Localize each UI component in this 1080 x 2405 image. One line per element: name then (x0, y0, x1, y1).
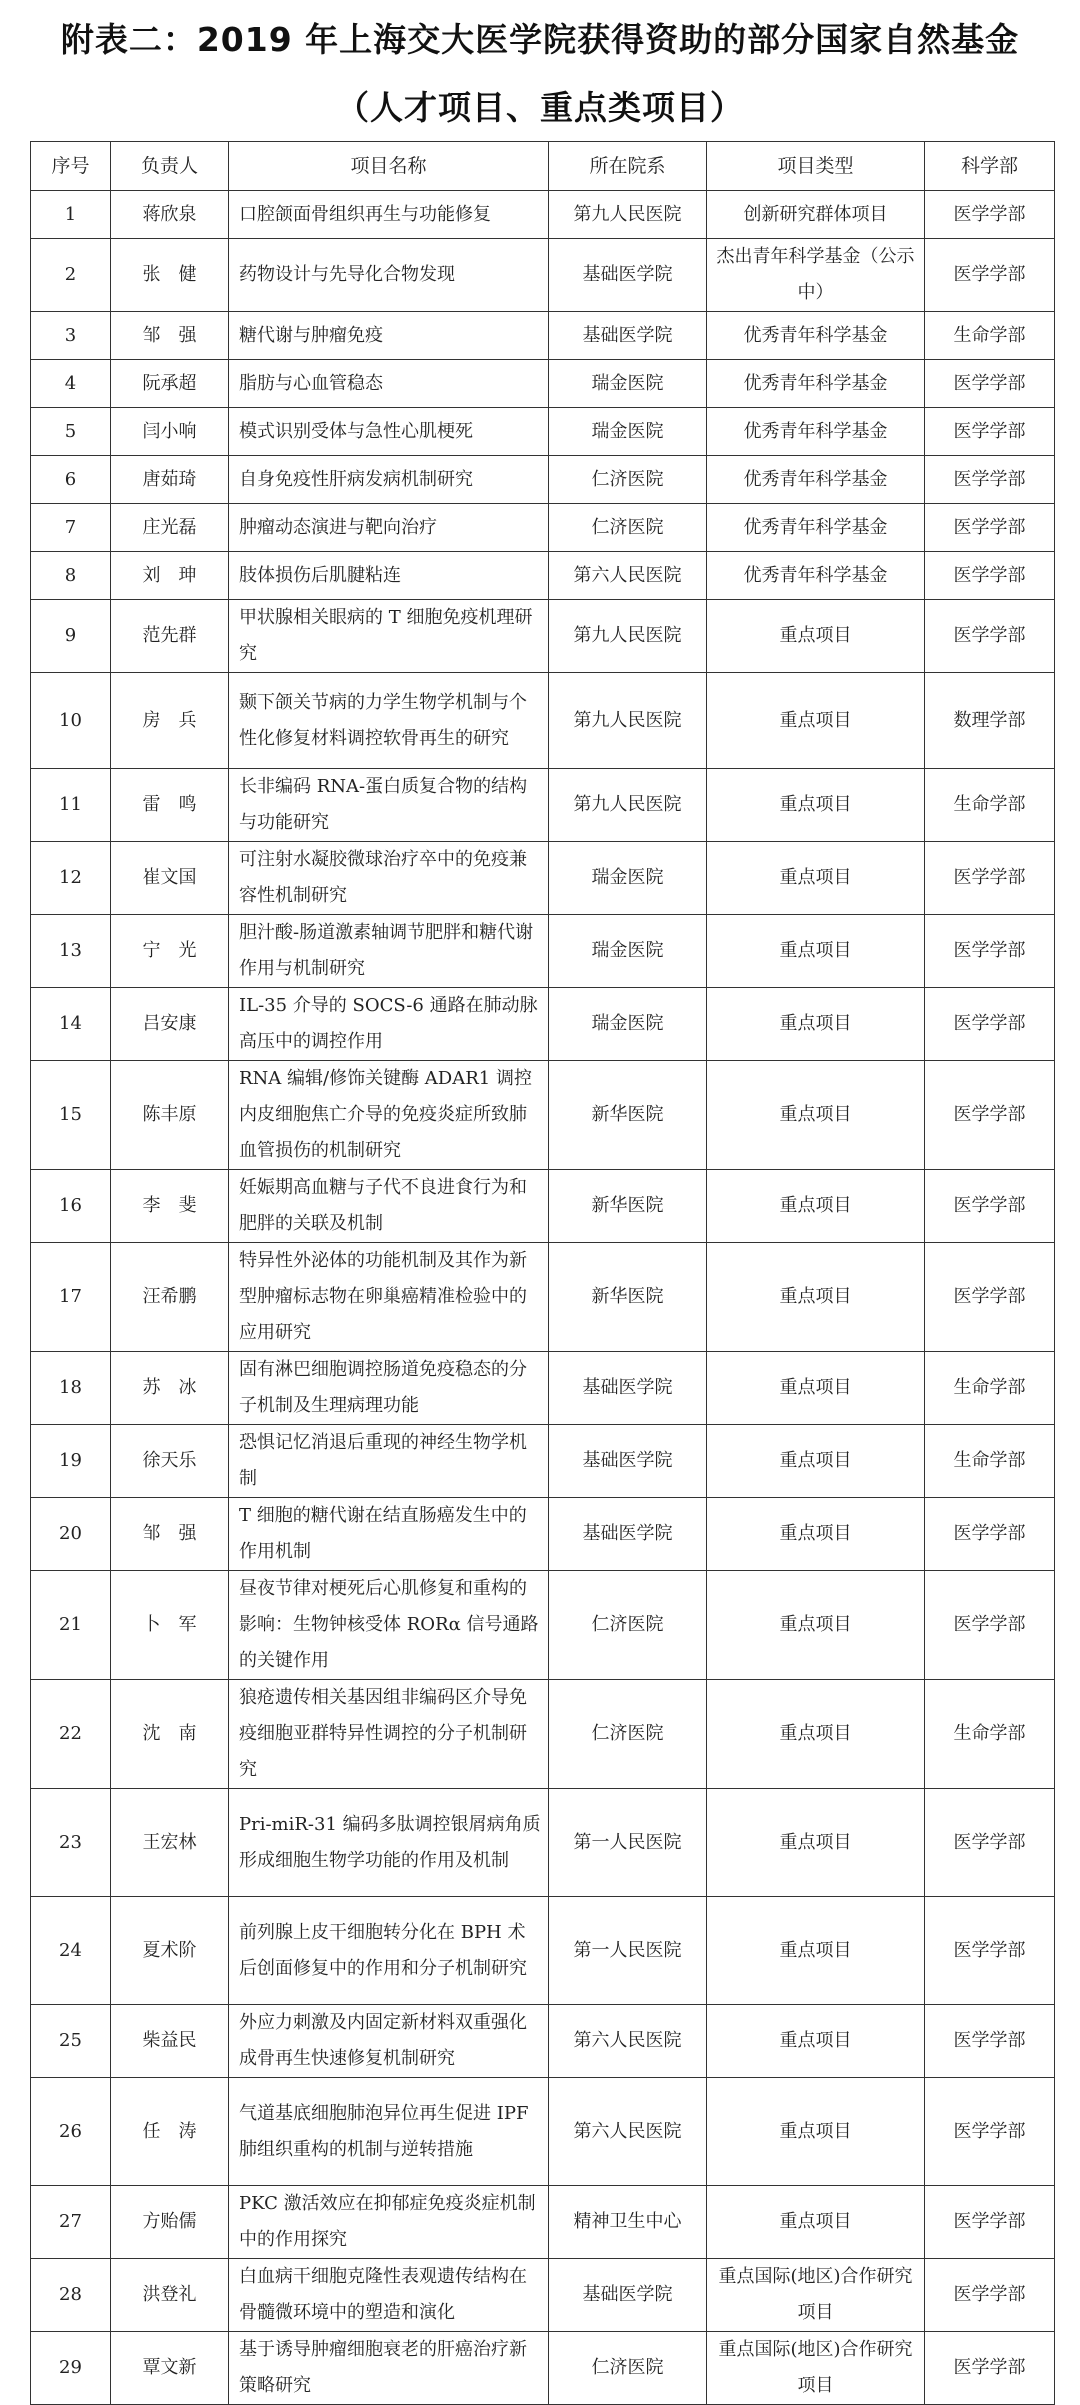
cell-division: 生命学部 (925, 312, 1055, 360)
header-leader: 负责人 (111, 142, 229, 191)
cell-division: 医学学部 (925, 2005, 1055, 2078)
cell-division: 医学学部 (925, 2186, 1055, 2259)
cell-project: 妊娠期高血糖与子代不良进食行为和肥胖的关联及机制 (229, 1170, 549, 1243)
cell-leader: 李 斐 (111, 1170, 229, 1243)
table-row (31, 2259, 1055, 2332)
cell-division: 医学学部 (925, 552, 1055, 600)
cell-project: 恐惧记忆消退后重现的神经生物学机制 (229, 1425, 549, 1498)
cell-leader: 雷 鸣 (111, 769, 229, 842)
table-row (31, 408, 1055, 456)
cell-project-type: 重点国际(地区)合作研究项目 (707, 2332, 925, 2405)
cell-project-type: 重点项目 (707, 1243, 925, 1352)
table-row (31, 673, 1055, 769)
cell-project: 狼疮遗传相关基因组非编码区介导免疫细胞亚群特异性调控的分子机制研究 (229, 1680, 549, 1789)
cell-leader: 蒋欣泉 (111, 191, 229, 239)
cell-project-type: 优秀青年科学基金 (707, 456, 925, 504)
cell-project: 白血病干细胞克隆性表观遗传结构在骨髓微环境中的塑造和演化 (229, 2259, 549, 2332)
cell-project: 自身免疫性肝病发病机制研究 (229, 456, 549, 504)
cell-project: 前列腺上皮干细胞转分化在 BPH 术后创面修复中的作用和分子机制研究 (229, 1897, 549, 2005)
cell-project: 模式识别受体与急性心肌梗死 (229, 408, 549, 456)
header-no: 序号 (31, 142, 111, 191)
cell-project: 口腔颌面骨组织再生与功能修复 (229, 191, 549, 239)
cell-department: 基础医学院 (549, 239, 707, 312)
cell-leader: 闫小响 (111, 408, 229, 456)
cell-division: 生命学部 (925, 769, 1055, 842)
table-row (31, 769, 1055, 842)
cell-no: 11 (31, 769, 111, 842)
cell-division: 生命学部 (925, 1680, 1055, 1789)
cell-project-type: 重点项目 (707, 1061, 925, 1170)
cell-department: 基础医学院 (549, 1498, 707, 1571)
table-row (31, 2186, 1055, 2259)
cell-leader: 汪希鹏 (111, 1243, 229, 1352)
cell-department: 第九人民医院 (549, 191, 707, 239)
cell-division: 医学学部 (925, 408, 1055, 456)
cell-leader: 庄光磊 (111, 504, 229, 552)
cell-no: 3 (31, 312, 111, 360)
cell-department: 第六人民医院 (549, 552, 707, 600)
cell-department: 新华医院 (549, 1243, 707, 1352)
cell-department: 新华医院 (549, 1061, 707, 1170)
cell-division: 医学学部 (925, 2332, 1055, 2405)
cell-department: 第九人民医院 (549, 600, 707, 673)
cell-project: 糖代谢与肿瘤免疫 (229, 312, 549, 360)
cell-leader: 唐茹琦 (111, 456, 229, 504)
cell-leader: 任 涛 (111, 2078, 229, 2186)
cell-project-type: 优秀青年科学基金 (707, 408, 925, 456)
cell-division: 医学学部 (925, 1061, 1055, 1170)
cell-division: 医学学部 (925, 239, 1055, 312)
cell-project-type: 重点项目 (707, 1680, 925, 1789)
cell-division: 医学学部 (925, 504, 1055, 552)
cell-no: 10 (31, 673, 111, 769)
table-row (31, 1352, 1055, 1425)
cell-no: 1 (31, 191, 111, 239)
cell-leader: 方贻儒 (111, 2186, 229, 2259)
cell-project-type: 优秀青年科学基金 (707, 552, 925, 600)
cell-department: 瑞金医院 (549, 988, 707, 1061)
cell-department: 瑞金医院 (549, 915, 707, 988)
cell-division: 医学学部 (925, 2078, 1055, 2186)
cell-department: 新华医院 (549, 1170, 707, 1243)
cell-project-type: 重点项目 (707, 673, 925, 769)
cell-project: 肿瘤动态演进与靶向治疗 (229, 504, 549, 552)
cell-leader: 覃文新 (111, 2332, 229, 2405)
document-title: 附表二：2019 年上海交大医学院获得资助的部分国家自然基金 (60, 20, 1020, 59)
cell-project: 气道基底细胞肺泡异位再生促进 IPF 肺组织重构的机制与逆转措施 (229, 2078, 549, 2186)
cell-division: 医学学部 (925, 1571, 1055, 1680)
cell-project-type: 优秀青年科学基金 (707, 312, 925, 360)
cell-division: 医学学部 (925, 1498, 1055, 1571)
cell-no: 13 (31, 915, 111, 988)
cell-project-type: 重点项目 (707, 1170, 925, 1243)
cell-no: 27 (31, 2186, 111, 2259)
cell-leader: 夏术阶 (111, 1897, 229, 2005)
cell-leader: 张 健 (111, 239, 229, 312)
cell-project: T 细胞的糖代谢在结直肠癌发生中的作用机制 (229, 1498, 549, 1571)
cell-no: 28 (31, 2259, 111, 2332)
cell-department: 瑞金医院 (549, 408, 707, 456)
cell-department: 第六人民医院 (549, 2005, 707, 2078)
cell-division: 生命学部 (925, 1425, 1055, 1498)
cell-project-type: 重点项目 (707, 600, 925, 673)
cell-project: 脂肪与心血管稳态 (229, 360, 549, 408)
table-row (31, 915, 1055, 988)
cell-division: 医学学部 (925, 2259, 1055, 2332)
table-row (31, 988, 1055, 1061)
cell-division: 医学学部 (925, 1897, 1055, 2005)
document-subtitle: （人才项目、重点类项目） (336, 88, 744, 127)
cell-project-type: 重点项目 (707, 2186, 925, 2259)
cell-no: 5 (31, 408, 111, 456)
table-row (31, 1789, 1055, 1897)
cell-department: 第九人民医院 (549, 673, 707, 769)
cell-project: PKC 激活效应在抑郁症免疫炎症机制中的作用探究 (229, 2186, 549, 2259)
cell-department: 第一人民医院 (549, 1789, 707, 1897)
cell-leader: 柴益民 (111, 2005, 229, 2078)
cell-department: 第一人民医院 (549, 1897, 707, 2005)
cell-leader: 苏 冰 (111, 1352, 229, 1425)
cell-division: 医学学部 (925, 600, 1055, 673)
cell-project-type: 重点项目 (707, 2078, 925, 2186)
cell-no: 19 (31, 1425, 111, 1498)
header-project: 项目名称 (229, 142, 549, 191)
table-row (31, 1498, 1055, 1571)
table-row (31, 239, 1055, 312)
table-header-row (31, 142, 1055, 191)
cell-no: 25 (31, 2005, 111, 2078)
cell-project-type: 重点项目 (707, 1571, 925, 1680)
cell-leader: 崔文国 (111, 842, 229, 915)
cell-leader: 阮承超 (111, 360, 229, 408)
cell-no: 8 (31, 552, 111, 600)
cell-project-type: 重点项目 (707, 1789, 925, 1897)
cell-no: 16 (31, 1170, 111, 1243)
cell-no: 12 (31, 842, 111, 915)
cell-department: 仁济医院 (549, 504, 707, 552)
cell-division: 生命学部 (925, 1352, 1055, 1425)
cell-project-type: 重点项目 (707, 988, 925, 1061)
cell-project: 可注射水凝胶微球治疗卒中的免疫兼容性机制研究 (229, 842, 549, 915)
table-row (31, 1680, 1055, 1789)
cell-leader: 邹 强 (111, 312, 229, 360)
cell-project: Pri-miR-31 编码多肽调控银屑病角质形成细胞生物学功能的作用及机制 (229, 1789, 549, 1897)
table-row (31, 456, 1055, 504)
table-row (31, 1571, 1055, 1680)
cell-no: 20 (31, 1498, 111, 1571)
cell-project: 肢体损伤后肌腱粘连 (229, 552, 549, 600)
cell-department: 基础医学院 (549, 1425, 707, 1498)
table-row (31, 1170, 1055, 1243)
table-row (31, 600, 1055, 673)
cell-department: 第九人民医院 (549, 769, 707, 842)
header-department: 所在院系 (549, 142, 707, 191)
table-row (31, 552, 1055, 600)
table-row (31, 504, 1055, 552)
cell-project: 胆汁酸-肠道激素轴调节肥胖和糖代谢作用与机制研究 (229, 915, 549, 988)
cell-no: 21 (31, 1571, 111, 1680)
cell-project-type: 重点项目 (707, 769, 925, 842)
header-project-type: 项目类型 (707, 142, 925, 191)
cell-no: 29 (31, 2332, 111, 2405)
cell-no: 6 (31, 456, 111, 504)
cell-leader: 吕安康 (111, 988, 229, 1061)
cell-no: 7 (31, 504, 111, 552)
cell-department: 仁济医院 (549, 1571, 707, 1680)
cell-no: 22 (31, 1680, 111, 1789)
cell-division: 医学学部 (925, 1170, 1055, 1243)
table-row (31, 312, 1055, 360)
cell-leader: 卜 军 (111, 1571, 229, 1680)
cell-division: 医学学部 (925, 456, 1055, 504)
cell-project-type: 重点项目 (707, 842, 925, 915)
cell-project-type: 优秀青年科学基金 (707, 504, 925, 552)
cell-leader: 王宏林 (111, 1789, 229, 1897)
cell-project-type: 重点项目 (707, 915, 925, 988)
table-row (31, 1061, 1055, 1170)
table-row (31, 1425, 1055, 1498)
cell-leader: 房 兵 (111, 673, 229, 769)
cell-department: 基础医学院 (549, 1352, 707, 1425)
cell-project-type: 重点项目 (707, 2005, 925, 2078)
cell-project: 固有淋巴细胞调控肠道免疫稳态的分子机制及生理病理功能 (229, 1352, 549, 1425)
cell-project-type: 重点项目 (707, 1425, 925, 1498)
cell-leader: 邹 强 (111, 1498, 229, 1571)
cell-department: 第六人民医院 (549, 2078, 707, 2186)
cell-division: 医学学部 (925, 988, 1055, 1061)
cell-project: 药物设计与先导化合物发现 (229, 239, 549, 312)
cell-project-type: 杰出青年科学基金（公示中） (707, 239, 925, 312)
cell-no: 23 (31, 1789, 111, 1897)
cell-project: 昼夜节律对梗死后心肌修复和重构的影响：生物钟核受体 RORα 信号通路的关键作用 (229, 1571, 549, 1680)
cell-no: 9 (31, 600, 111, 673)
cell-no: 15 (31, 1061, 111, 1170)
table-row (31, 360, 1055, 408)
table-row (31, 1243, 1055, 1352)
cell-no: 4 (31, 360, 111, 408)
cell-department: 精神卫生中心 (549, 2186, 707, 2259)
cell-leader: 陈丰原 (111, 1061, 229, 1170)
funding-table (30, 141, 1055, 2405)
cell-department: 基础医学院 (549, 312, 707, 360)
cell-no: 2 (31, 239, 111, 312)
cell-no: 26 (31, 2078, 111, 2186)
header-division: 科学部 (925, 142, 1055, 191)
cell-leader: 刘 珅 (111, 552, 229, 600)
cell-project: IL-35 介导的 SOCS-6 通路在肺动脉高压中的调控作用 (229, 988, 549, 1061)
cell-project: 长非编码 RNA-蛋白质复合物的结构与功能研究 (229, 769, 549, 842)
cell-no: 18 (31, 1352, 111, 1425)
cell-division: 数理学部 (925, 673, 1055, 769)
cell-project-type: 优秀青年科学基金 (707, 360, 925, 408)
table-row (31, 2332, 1055, 2405)
table-row (31, 1897, 1055, 2005)
cell-project: RNA 编辑/修饰关键酶 ADAR1 调控内皮细胞焦亡介导的免疫炎症所致肺血管损伤的机制研究 (229, 1061, 549, 1170)
cell-leader: 范先群 (111, 600, 229, 673)
cell-division: 医学学部 (925, 1243, 1055, 1352)
cell-project: 基于诱导肿瘤细胞衰老的肝癌治疗新策略研究 (229, 2332, 549, 2405)
cell-division: 医学学部 (925, 915, 1055, 988)
cell-project-type: 重点项目 (707, 1352, 925, 1425)
cell-project-type: 创新研究群体项目 (707, 191, 925, 239)
table-row (31, 2078, 1055, 2186)
cell-project-type: 重点项目 (707, 1897, 925, 2005)
table-row (31, 2005, 1055, 2078)
cell-leader: 洪登礼 (111, 2259, 229, 2332)
cell-department: 基础医学院 (549, 2259, 707, 2332)
cell-division: 医学学部 (925, 191, 1055, 239)
cell-project-type: 重点国际(地区)合作研究项目 (707, 2259, 925, 2332)
cell-department: 仁济医院 (549, 2332, 707, 2405)
cell-department: 瑞金医院 (549, 360, 707, 408)
cell-project-type: 重点项目 (707, 1498, 925, 1571)
cell-project: 甲状腺相关眼病的 T 细胞免疫机理研究 (229, 600, 549, 673)
cell-leader: 沈 南 (111, 1680, 229, 1789)
cell-division: 医学学部 (925, 360, 1055, 408)
cell-project: 特异性外泌体的功能机制及其作为新型肿瘤标志物在卵巢癌精准检验中的应用研究 (229, 1243, 549, 1352)
table-row (31, 191, 1055, 239)
cell-division: 医学学部 (925, 842, 1055, 915)
cell-no: 14 (31, 988, 111, 1061)
cell-no: 24 (31, 1897, 111, 2005)
cell-division: 医学学部 (925, 1789, 1055, 1897)
cell-department: 仁济医院 (549, 1680, 707, 1789)
cell-project: 外应力刺激及内固定新材料双重强化成骨再生快速修复机制研究 (229, 2005, 549, 2078)
table-row (31, 842, 1055, 915)
cell-leader: 徐天乐 (111, 1425, 229, 1498)
cell-leader: 宁 光 (111, 915, 229, 988)
cell-no: 17 (31, 1243, 111, 1352)
cell-project: 颞下颌关节病的力学生物学机制与个性化修复材料调控软骨再生的研究 (229, 673, 549, 769)
cell-department: 仁济医院 (549, 456, 707, 504)
cell-department: 瑞金医院 (549, 842, 707, 915)
